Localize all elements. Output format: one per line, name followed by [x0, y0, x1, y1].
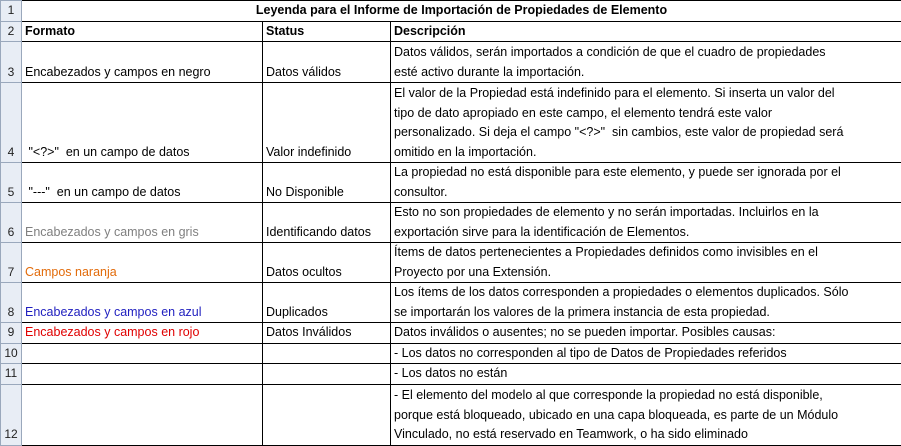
row-header[interactable]: 11 — [1, 364, 22, 385]
descripcion-line: Vinculado, no está reservado en Teamwork, o ha sido eliminado — [394, 425, 898, 445]
formato-cell[interactable]: "<?>" en un campo de datos — [22, 83, 263, 163]
descripcion-line: porque está bloqueado, ubicado en una capa bloqueada, es parte de un Módulo — [394, 406, 898, 426]
descripcion-line: - Los datos no corresponden al tipo de Datos de Propiedades referidos — [394, 344, 898, 364]
row-header[interactable]: 9 — [1, 323, 22, 344]
table-row — [1, 243, 901, 283]
status-cell[interactable]: Valor indefinido — [263, 83, 391, 163]
row-header[interactable]: 1 — [1, 1, 22, 22]
descripcion-line: El valor de la Propiedad está indefinido para el elemento. Si inserta un valor del — [394, 84, 898, 104]
descripcion-line: personalizado. Si deja el campo "<?>" sin cambios, este valor de propiedad será — [394, 123, 898, 143]
sheet-title[interactable]: Leyenda para el Informe de Importación de Propiedades de Elemento — [22, 1, 901, 22]
formato-cell[interactable]: Encabezados y campos en gris — [22, 203, 263, 243]
descripcion-line: La propiedad no está disponible para este elemento, y puede ser ignorada por el — [394, 163, 898, 183]
descripcion-line: - El elemento del modelo al que corresponde la propiedad no está disponible, — [394, 386, 898, 406]
status-cell[interactable]: Identificando datos — [263, 203, 391, 243]
header-status[interactable]: Status — [263, 21, 391, 42]
table-row — [1, 163, 901, 203]
table-row — [1, 1, 901, 22]
table-row — [1, 343, 901, 364]
status-cell[interactable] — [263, 364, 391, 385]
descripcion-cell[interactable] — [391, 364, 901, 385]
formato-cell[interactable] — [22, 384, 263, 445]
descripcion-cell[interactable] — [391, 283, 901, 323]
descripcion-line: Los ítems de los datos corresponden a propiedades o elementos duplicados. Sólo — [394, 283, 898, 303]
formato-cell[interactable]: Encabezados y campos en negro — [22, 42, 263, 83]
row-header[interactable]: 5 — [1, 163, 22, 203]
header-formato[interactable]: Formato — [22, 21, 263, 42]
status-cell[interactable]: Datos Inválidos — [263, 323, 391, 344]
descripcion-line: se importarán los valores de la primera instancia de esta propiedad. — [394, 303, 898, 323]
descripcion-line: consultor. — [394, 183, 898, 203]
status-cell[interactable]: Duplicados — [263, 283, 391, 323]
descripcion-line: Proyecto por una Extensión. — [394, 263, 898, 283]
descripcion-line: tipo de dato apropiado en este campo, el elemento tendrá este valor — [394, 104, 898, 124]
status-cell[interactable]: Datos ocultos — [263, 243, 391, 283]
table-row — [1, 384, 901, 445]
descripcion-line: esté activo durante la importación. — [394, 63, 898, 83]
descripcion-cell[interactable] — [391, 243, 901, 283]
descripcion-line: Esto no son propiedades de elemento y no serán importadas. Incluirlos en la — [394, 203, 898, 223]
descripcion-line: Datos inválidos o ausentes; no se pueden importar. Posibles causas: — [394, 323, 898, 343]
status-cell[interactable]: No Disponible — [263, 163, 391, 203]
formato-cell[interactable] — [22, 343, 263, 364]
table-row — [1, 364, 901, 385]
descripcion-line: exportación sirve para la identificación de Elementos. — [394, 223, 898, 243]
row-header[interactable]: 4 — [1, 83, 22, 163]
descripcion-cell[interactable] — [391, 203, 901, 243]
descripcion-line: Ítems de datos pertenecientes a Propiedades definidos como invisibles en el — [394, 243, 898, 263]
table-row — [1, 283, 901, 323]
formato-cell[interactable]: "---" en un campo de datos — [22, 163, 263, 203]
row-header[interactable]: 3 — [1, 42, 22, 83]
row-header[interactable]: 8 — [1, 283, 22, 323]
descripcion-cell[interactable] — [391, 323, 901, 344]
row-header[interactable]: 12 — [1, 384, 22, 445]
table-row — [1, 323, 901, 344]
descripcion-line: omitido en la importación. — [394, 143, 898, 163]
status-cell[interactable]: Datos válidos — [263, 42, 391, 83]
descripcion-cell[interactable] — [391, 384, 901, 445]
row-header[interactable]: 6 — [1, 203, 22, 243]
descripcion-cell[interactable] — [391, 163, 901, 203]
descripcion-cell[interactable] — [391, 343, 901, 364]
table-row — [1, 21, 901, 42]
descripcion-cell[interactable] — [391, 42, 901, 83]
descripcion-line: - Los datos no están — [394, 364, 898, 384]
table-row — [1, 83, 901, 163]
descripcion-cell[interactable] — [391, 83, 901, 163]
table-row — [1, 42, 901, 83]
table-row — [1, 203, 901, 243]
formato-cell[interactable]: Encabezados y campos en azul — [22, 283, 263, 323]
row-header[interactable]: 10 — [1, 343, 22, 364]
status-cell[interactable] — [263, 343, 391, 364]
formato-cell[interactable]: Campos naranja — [22, 243, 263, 283]
formato-cell[interactable] — [22, 364, 263, 385]
status-cell[interactable] — [263, 384, 391, 445]
formato-cell[interactable]: Encabezados y campos en rojo — [22, 323, 263, 344]
descripcion-line: Datos válidos, serán importados a condición de que el cuadro de propiedades — [394, 43, 898, 63]
row-header[interactable]: 2 — [1, 21, 22, 42]
row-header[interactable]: 7 — [1, 243, 22, 283]
header-descripcion[interactable]: Descripción — [391, 21, 901, 42]
